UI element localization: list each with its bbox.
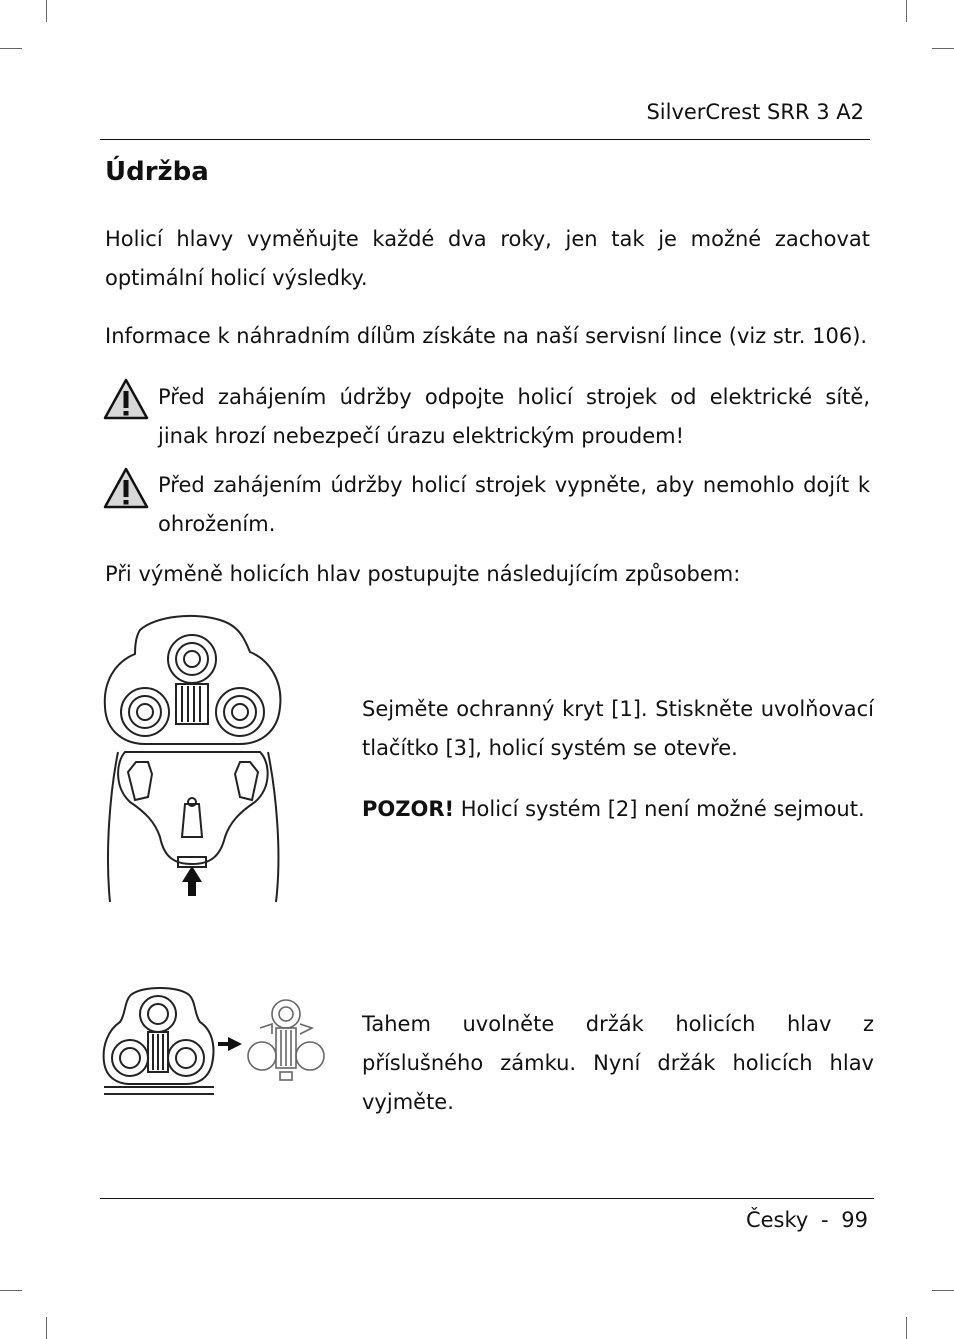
page-footer [746,1208,868,1232]
section-title: Údržba [105,157,209,187]
warning-triangle-icon [103,467,149,509]
step-1-text: Sejměte ochranný kryt [1]. Stiskněte uvolňovací tlačítko [3], holicí systém se otevře. [362,697,874,760]
footer-language: Česky [745,1208,809,1232]
paragraph-spare-parts: Informace k náhradním dílům získáte na naší servisní lince (viz str. 106). [105,324,868,348]
steps-intro: Při výměně holicích hlav postupujte následujícím způsobem: [105,562,741,586]
head-holder-removal-illustration [100,984,330,1100]
step-1-note [362,790,874,829]
page-number: 99 [841,1208,868,1232]
caution-text: Holicí systém [2] není možné sejmout. [454,797,865,821]
crop-mark [0,48,22,49]
crop-mark [932,1290,954,1291]
running-header: SilverCrest SRR 3 A2 [646,100,864,124]
crop-mark [0,1290,22,1291]
step-2-text: Tahem uvolněte držák holicích hlav z příslušného zámku. Nyní držák holicích hlav vyjměte. [362,1012,874,1114]
footer-separator: - [821,1208,829,1232]
footer-rule [100,1198,874,1199]
crop-mark [906,0,907,22]
warning-triangle-icon [103,378,149,420]
header-rule [100,139,870,140]
paragraph-replacement-interval: Holicí hlavy vyměňujte každé dva roky, jen tak je možné zachovat optimální holicí výsledky. [105,227,870,290]
crop-mark [906,1317,907,1339]
warning-text-disconnect: Před zahájením údržby odpojte holicí strojek od elektrické sítě, jinak hrozí nebezpečí úrazu elektrickým proudem! [158,385,870,448]
caution-label: POZOR! [362,797,455,821]
crop-mark [46,0,47,22]
crop-mark [932,48,954,49]
crop-mark [46,1317,47,1339]
shaver-open-head-illustration [100,612,285,904]
warning-text-switch-off: Před zahájením údržby holicí strojek vypněte, aby nemohlo dojít k ohrožením. [158,473,870,536]
